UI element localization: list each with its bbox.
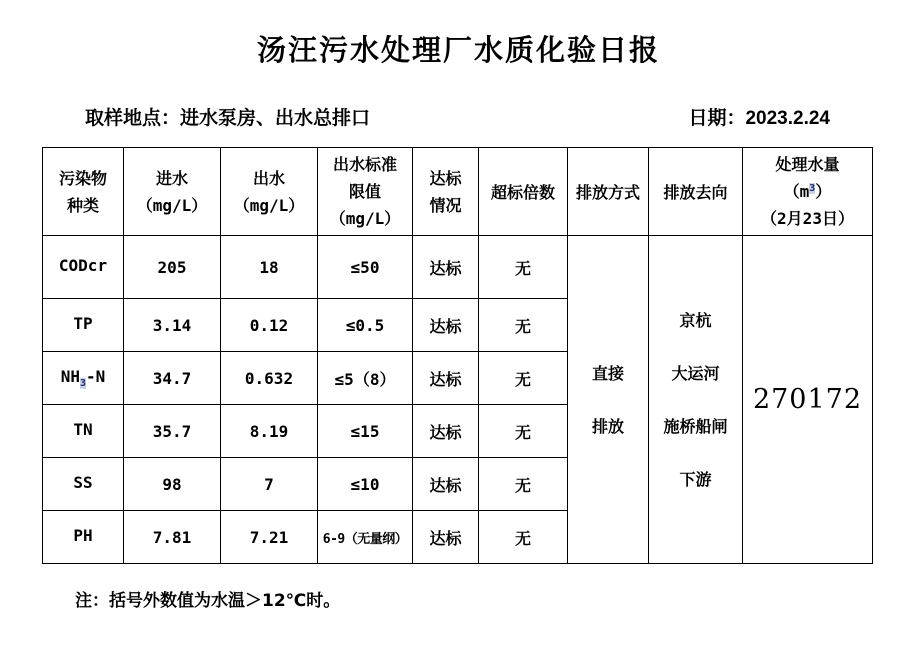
header-exceed: 超标倍数	[479, 148, 568, 236]
effluent-value: 7	[221, 458, 318, 511]
influent-value: 205	[124, 236, 221, 299]
treated-volume-cell: 270172	[743, 236, 873, 564]
status-value: 达标	[413, 236, 479, 299]
header-row	[43, 148, 873, 236]
ammonia-subscript: 3	[79, 378, 87, 390]
status-value: 达标	[413, 405, 479, 458]
effluent-value: 0.632	[221, 352, 318, 405]
pollutant-name: PH	[43, 511, 124, 564]
limit-value: ≤0.5	[318, 299, 413, 352]
header-pollutant: 污染物 种类	[43, 148, 124, 236]
limit-value: ≤10	[318, 458, 413, 511]
pollutant-name: TN	[43, 405, 124, 458]
limit-value: ≤15	[318, 405, 413, 458]
header-discharge-destination: 排放去向	[649, 148, 743, 236]
effluent-value: 0.12	[221, 299, 318, 352]
cubic-superscript: 3	[809, 182, 816, 194]
header-discharge-mode: 排放方式	[568, 148, 649, 236]
sampling-location: 取样地点：进水泵房、出水总排口	[85, 108, 371, 129]
header-limit: 出水标准 限值 （mg/L）	[318, 148, 413, 236]
exceed-value: 无	[479, 458, 568, 511]
header-influent: 进水 （mg/L）	[124, 148, 221, 236]
influent-value: 7.81	[124, 511, 221, 564]
influent-value: 34.7	[124, 352, 221, 405]
status-value: 达标	[413, 458, 479, 511]
exceed-value: 无	[479, 352, 568, 405]
water-quality-table	[42, 147, 873, 564]
exceed-value: 无	[479, 405, 568, 458]
effluent-value: 7.21	[221, 511, 318, 564]
exceed-value: 无	[479, 511, 568, 564]
discharge-destination-cell: 京杭 大运河 施桥船闸 下游	[649, 236, 743, 564]
pollutant-name: TP	[43, 299, 124, 352]
influent-value: 35.7	[124, 405, 221, 458]
limit-value: ≤5（8）	[318, 352, 413, 405]
status-value: 达标	[413, 299, 479, 352]
exceed-value: 无	[479, 236, 568, 299]
table-row	[43, 236, 873, 299]
influent-value: 3.14	[124, 299, 221, 352]
footnote: 注：括号外数值为水温＞12℃时。	[75, 591, 341, 611]
pollutant-name: CODcr	[43, 236, 124, 299]
header-treated-volume: 处理水量 $(m^3)$ （2月23日）	[743, 148, 873, 236]
influent-value: 98	[124, 458, 221, 511]
page-title: 汤汪污水处理厂水质化验日报	[256, 33, 660, 67]
meta-row	[85, 103, 830, 130]
discharge-mode-cell: 直接 排放	[568, 236, 649, 564]
limit-value: ≤50	[318, 236, 413, 299]
header-effluent: 出水 （mg/L）	[221, 148, 318, 236]
status-value: 达标	[413, 352, 479, 405]
pollutant-name: SS	[43, 458, 124, 511]
exceed-value: 无	[479, 299, 568, 352]
header-status: 达标 情况	[413, 148, 479, 236]
effluent-value: 8.19	[221, 405, 318, 458]
pollutant-name: $NH_3-N$	[43, 352, 124, 405]
effluent-value: 18	[221, 236, 318, 299]
limit-value: 6-9（无量纲）	[318, 511, 413, 564]
status-value: 达标	[413, 511, 479, 564]
table-container	[42, 147, 873, 564]
report-date: 日期：2023.2.24	[688, 108, 830, 129]
